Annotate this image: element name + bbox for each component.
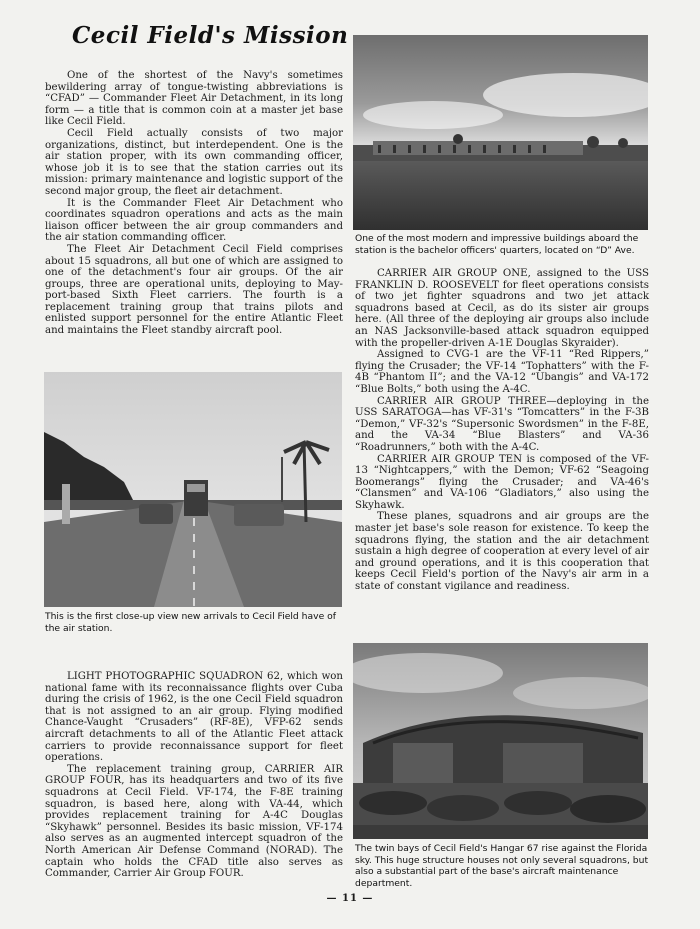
intro-paragraph: Cecil Field actually consists of two major organizations, distinct, but interdependent. One is the air station proper, with its own commanding officer, whose job it is to see that the station carries out its mission: primary maintenance and logistic support of the second major group, the fleet air detachment. [45,127,343,197]
intro-paragraph: It is the Commander Fleet Air Detachment who coordinates squadron operations and acts as the main liaison officer between the air group commanders and the air station commanding officer. [45,197,343,244]
bachelor-quarters-photo [353,35,648,230]
main-gate-caption: This is the first close-up view new arrivals to Cecil Field have of the air station. [45,611,337,634]
main-gate-photo [44,372,342,607]
intro-paragraph: One of the shortest of the Navy's sometimes bewildering array of tongue-twisting abbreviations is “CFAD” — Commander Fleet Air Detachment, in its long form — a title that is common coin at a master jet base like Cecil Field. [45,70,343,128]
squadrons-text [45,671,343,880]
air-groups-paragraph: CARRIER AIR GROUP ONE, assigned to the USS FRANKLIN D. ROOSEVELT for fleet operations consists of two jet fighter squadrons and two jet attack squadrons based at Cecil, as do its sister air groups here. (All three of the deploying air groups also include an NAS Jacksonville-based attack squadron equipped with the propeller-driven A-1E Douglas Skyraider). [355,268,649,349]
page-number: — 11 — [326,893,374,904]
air-groups-paragraph: Assigned to CVG-1 are the VF-11 “Red Rippers,” flying the Crusader; the VF-14 “Tophatters” with the F-4B “Phantom II”; and the VA-12 “Ubangis” and VA-172 “Blue Bolts,” both using the A-4C. [355,349,649,395]
squadrons-paragraph: The replacement training group, CARRIER AIR GROUP FOUR, has its headquarters and two of its five squadrons at Cecil Field. VF-174, the F-8E training squadron, is based here, along with VA-44, which provides replacement training for A-4C Douglas “Skyhawk” personnel. Besides its basic mission, VF-174 also serves as an augmented intercept squadron of the North American Air Defense Command (NORAD). The captain who holds the CFAD title also serves as Commander, Carrier Air Group FOUR. [45,763,343,880]
hangar-caption: The twin bays of Cecil Field's Hangar 67 rise against the Florida sky. This huge structure houses not only several squadrons, but also a substantial part of the base's aircraft maintenance department. [355,843,649,889]
air-groups-text [355,268,649,593]
intro-text [45,70,343,337]
squadrons-paragraph: LIGHT PHOTOGRAPHIC SQUADRON 62, which won national fame with its reconnaissance flights over Cuba during the crisis of 1962, is the one Cecil Field squadron that is not assigned to an air group. Flying modified Chance-Vaught “Crusaders” (RF-8E), VFP-62 sends aircraft detachments to all of the Atlantic Fleet attack carriers to provide reconnaissance support for fleet operations. [45,671,343,764]
hangar-photo [353,643,648,839]
air-groups-paragraph: CARRIER AIR GROUP THREE—deploying in the USS SARATOGA—has VF-31's “Tomcatters” in the F-3B “Demon,” VF-32's “Supersonic Swordsmen” in the F-8E, and the VA-34 “Blue Blasters” and VA-36 “Roadrunners,” both with the A-4C. [355,395,649,453]
bachelor-quarters-caption: One of the most modern and impressive buildings aboard the station is the bachelor officers' quarters, located on “D” Ave. [355,233,639,256]
air-groups-paragraph: CARRIER AIR GROUP TEN is composed of the VF-13 “Nightcappers,” with the Demon; VF-62 “Seagoing Boomerangs” flying the Crusader; and VA-46's “Clansmen” and VA-106 “Gladiators,” also using the Skyhawk. [355,453,649,511]
page-title: Cecil Field's Mission [72,22,349,49]
air-groups-paragraph: These planes, squadrons and air groups are the master jet base's sole reason for existence. To keep the squadrons flying, the station and the air detachment sustain a high degree of cooperation at every level of air and ground operations, and it is this cooperation that keeps Cecil Field's portion of the Navy's air arm in a state of constant vigilance and readiness. [355,511,649,593]
intro-paragraph: The Fleet Air Detachment Cecil Field comprises about 15 squadrons, all but one of which are assigned to one of the detachment's four air groups. Of the air groups, three are operational units, deploying to May-port-based Sixth Fleet carriers. The fourth is a replacement training group that trains pilots and enlisted support personnel for the entire Atlantic Fleet and maintains the Fleet standby aircraft pool. [45,243,343,337]
